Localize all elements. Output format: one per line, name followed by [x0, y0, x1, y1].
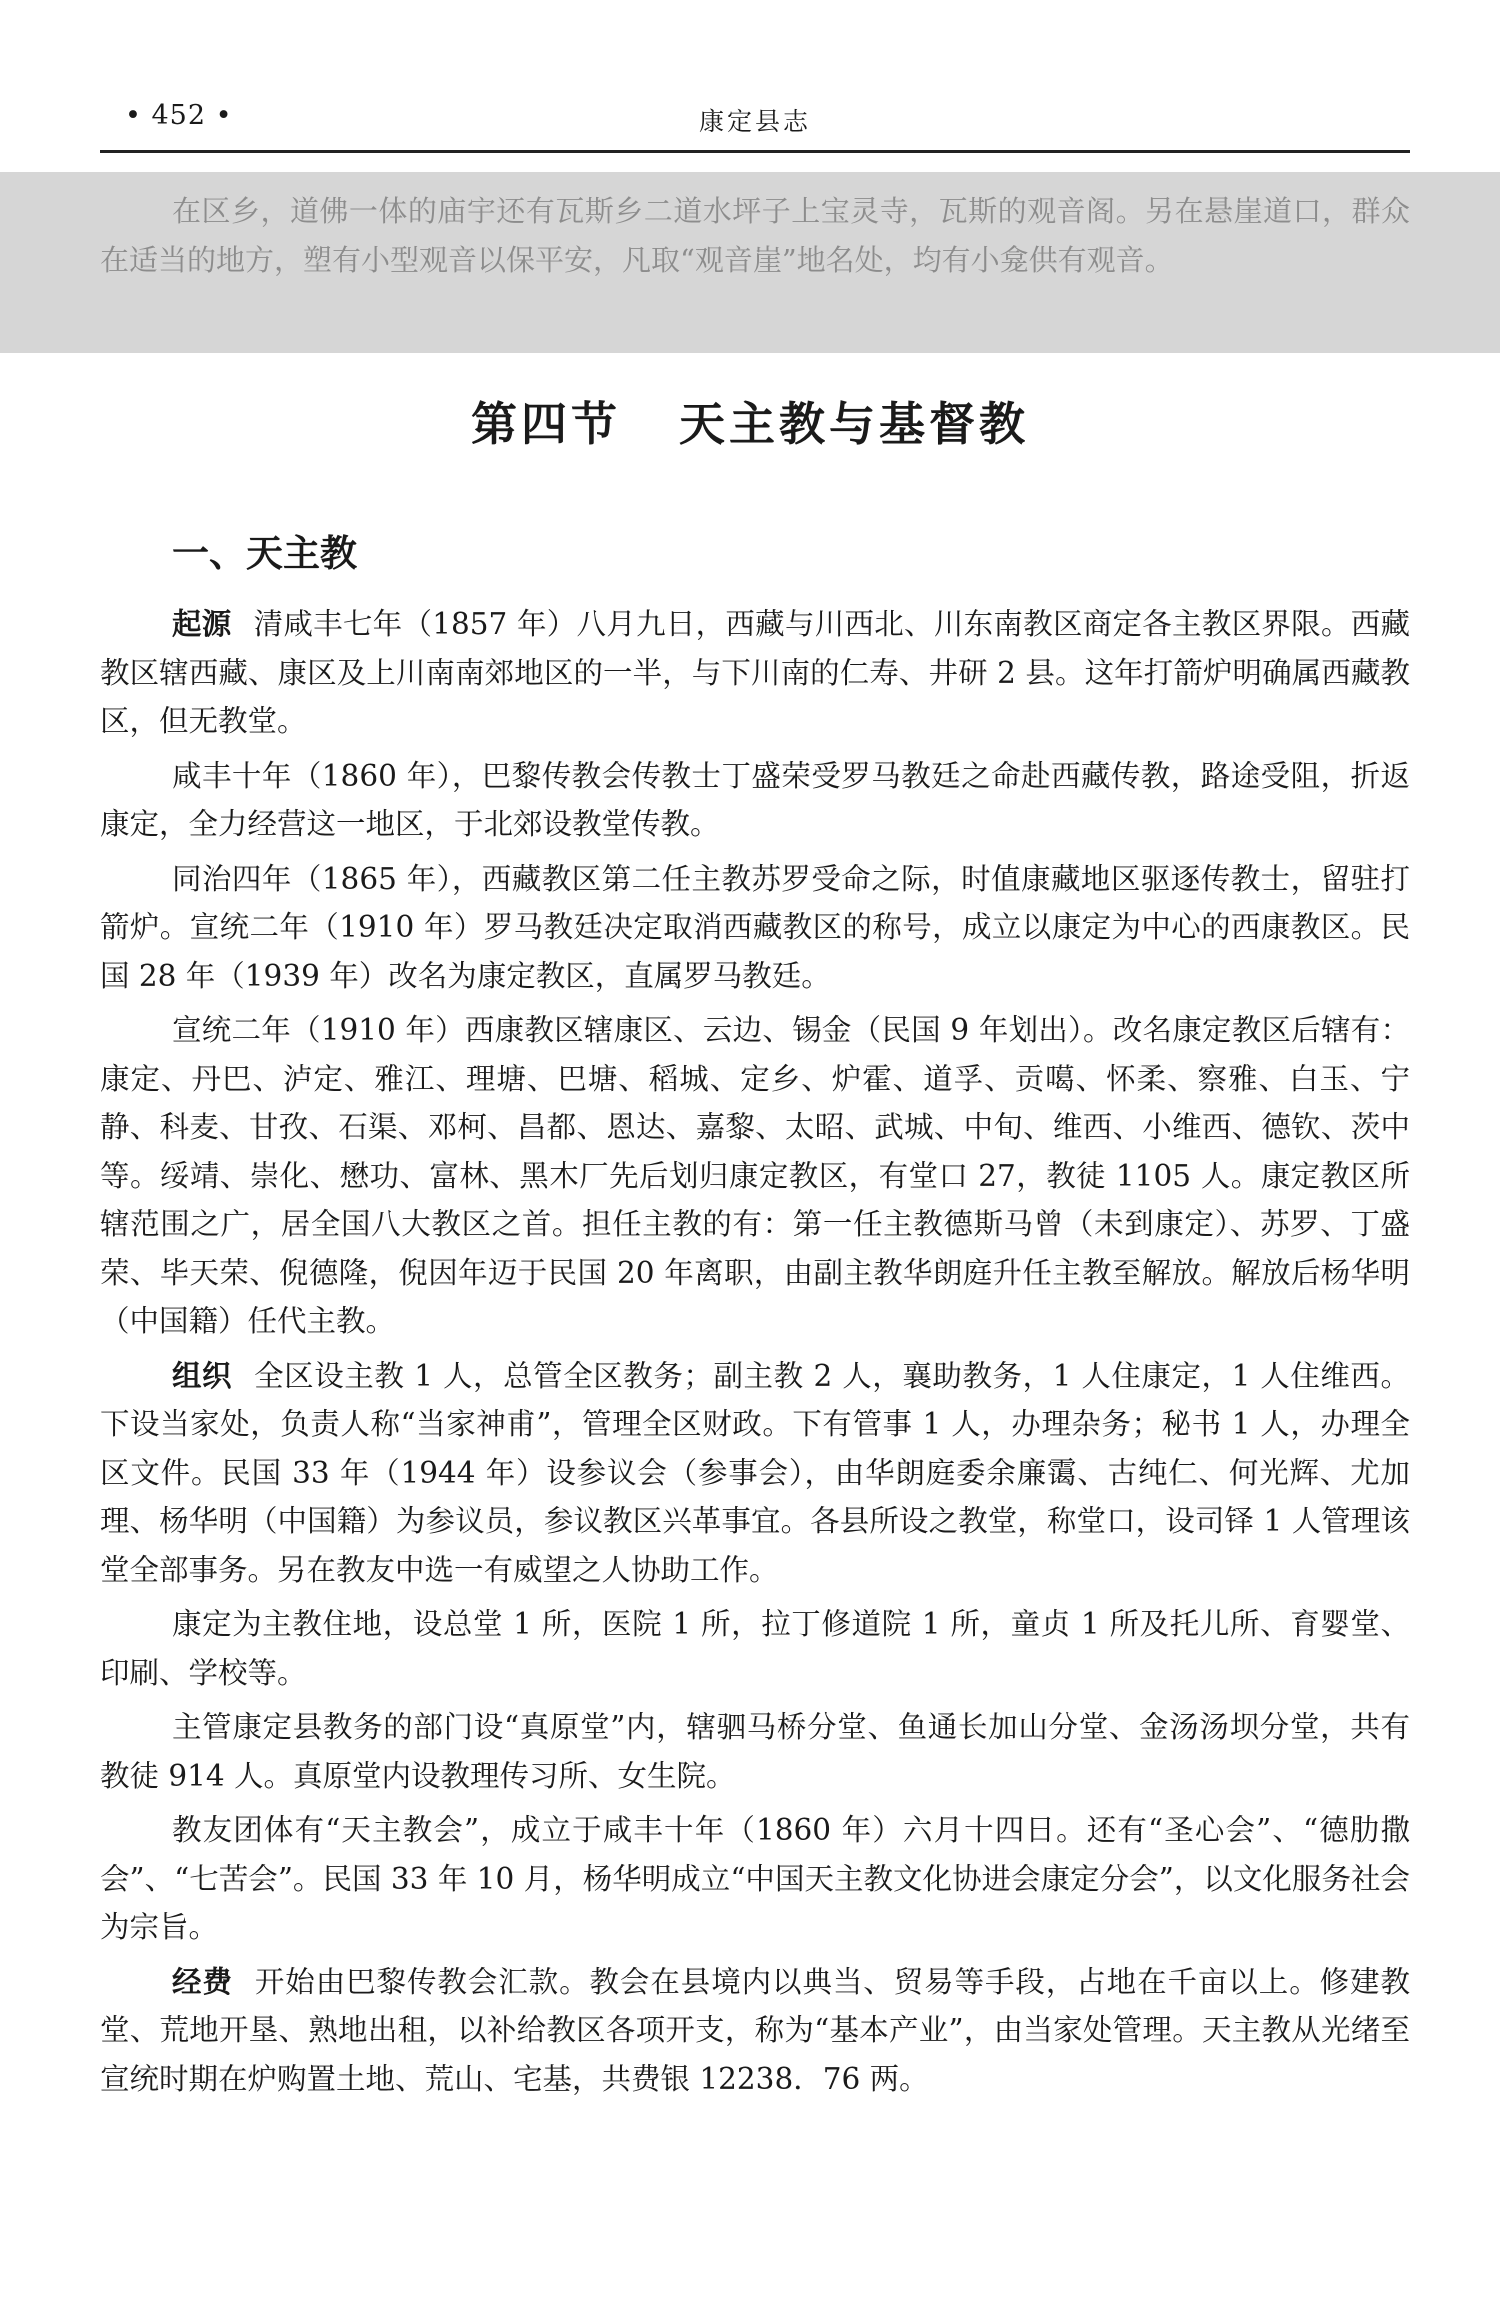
paragraph	[100, 1958, 1410, 2104]
paragraph-text: 全区设主教 1 人，总管全区教务；副主教 2 人，襄助教务，1 人住康定，1 人住维西。下设当家处，负责人称“当家神甫”，管理全区财政。下有管事 1 人，办理杂务；秘书 1 人，办理全区文件。民国 33 年（1944 年）设参议会（参事会），由华朗庭委余廉霭、古纯仁、何光辉、尤加理、杨华明（中国籍）为参议员，参议教区兴革事宜。各县所设之教堂，称堂口，设司铎 1 人管理该堂全部事务。另在教友中选一有威望之人协助工作。	[100, 1358, 1410, 1587]
page-number: • 452 •	[125, 100, 233, 131]
paragraph	[100, 1600, 1410, 1697]
paragraph-text: 教友团体有“天主教会”，成立于咸丰十年（1860 年）六月十四日。还有“圣心会”、“德肋撒会”、“七苦会”。民国 33 年 10 月，杨华明成立“中国天主教文化协进会康定分会”，以文化服务社会为宗旨。	[100, 1813, 1410, 1944]
paragraph	[100, 855, 1410, 1001]
paragraph	[100, 1352, 1410, 1595]
paragraph-text: 清咸丰七年（1857 年）八月九日，西藏与川西北、川东南教区商定各主教区界限。西藏教区辖西藏、康区及上川南南郊地区的一半，与下川南的仁寿、井研 2 县。这年打箭炉明确属西藏教区，但无教堂。	[100, 607, 1410, 738]
paragraph	[100, 752, 1410, 849]
paragraph-text: 开始由巴黎传教会汇款。教会在县境内以典当、贸易等手段，占地在千亩以上。修建教堂、荒地开垦、熟地出租，以补给教区各项开支，称为“基本产业”，由当家处管理。天主教从光绪至宣统时期在炉购置土地、荒山、宅基，共费银 12238．76 两。	[100, 1964, 1410, 2096]
section-heading: 天主教与基督教	[679, 397, 1029, 451]
paragraph-text: 主管康定县教务的部门设“真原堂”内，辖驷马桥分堂、鱼通长加山分堂、金汤汤坝分堂，共有教徒 914 人。真原堂内设教理传习所、女生院。	[100, 1710, 1410, 1793]
paragraph-text: 同治四年（1865 年），西藏教区第二任主教苏罗受命之际，时值康藏地区驱逐传教士，留驻打箭炉。宣统二年（1910 年）罗马教廷决定取消西藏教区的称号，成立以康定为中心的西康教区。民国 28 年（1939 年）改名为康定教区，直属罗马教廷。	[100, 861, 1410, 993]
section-number: 第四节	[471, 397, 621, 451]
paragraph-text: 宣统二年（1910 年）西康教区辖康区、云边、锡金（民国 9 年划出）。改名康定教区后辖有：康定、丹巴、泸定、雅江、理塘、巴塘、稻城、定乡、炉霍、道孚、贡噶、怀柔、察雅、白玉、宁静、科麦、甘孜、石渠、邓柯、昌都、恩达、嘉黎、太昭、武城、中旬、维西、小维西、德钦、茨中等。绥靖、崇化、懋功、富林、黑木厂先后划归康定教区，有堂口 27，教徒 1105 人。康定教区所辖范围之广，居全国八大教区之首。担任主教的有：第一任主教德斯马曾（未到康定）、苏罗、丁盛荣、毕天荣、倪德隆，倪因年迈于民国 20 年离职，由副主教华朗庭升任主教至解放。解放后杨华明（中国籍）任代主教。	[100, 1013, 1410, 1338]
paragraph-keyword: 起源	[172, 606, 232, 641]
paragraph	[100, 1703, 1410, 1800]
intro-paragraph: 在区乡，道佛一体的庙宇还有瓦斯乡二道水坪子上宝灵寺，瓦斯的观音阁。另在悬崖道口，群众在适当的地方，塑有小型观音以保平安，凡取“观音崖”地名处，均有小龛供有观音。	[100, 194, 1410, 277]
page-header	[100, 100, 1410, 153]
paragraph-text: 康定为主教住地，设总堂 1 所，医院 1 所，拉丁修道院 1 所，童贞 1 所及托儿所、育婴堂、印刷、学校等。	[100, 1607, 1410, 1690]
paragraph-keyword: 经费	[172, 1963, 233, 1999]
paragraph-keyword: 组织	[172, 1357, 233, 1393]
paragraph	[100, 600, 1410, 746]
section-title	[0, 388, 1500, 454]
paragraph	[100, 1006, 1410, 1346]
running-head: 康定县志	[698, 107, 811, 136]
subsection-title: 一、天主教	[172, 531, 357, 575]
paragraph-text: 咸丰十年（1860 年），巴黎传教会传教士丁盛荣受罗马教廷之命赴西藏传教，路途受阻，折返康定，全力经营这一地区，于北郊设教堂传教。	[100, 758, 1410, 841]
body-text	[100, 600, 1410, 2109]
paragraph	[100, 1806, 1410, 1952]
